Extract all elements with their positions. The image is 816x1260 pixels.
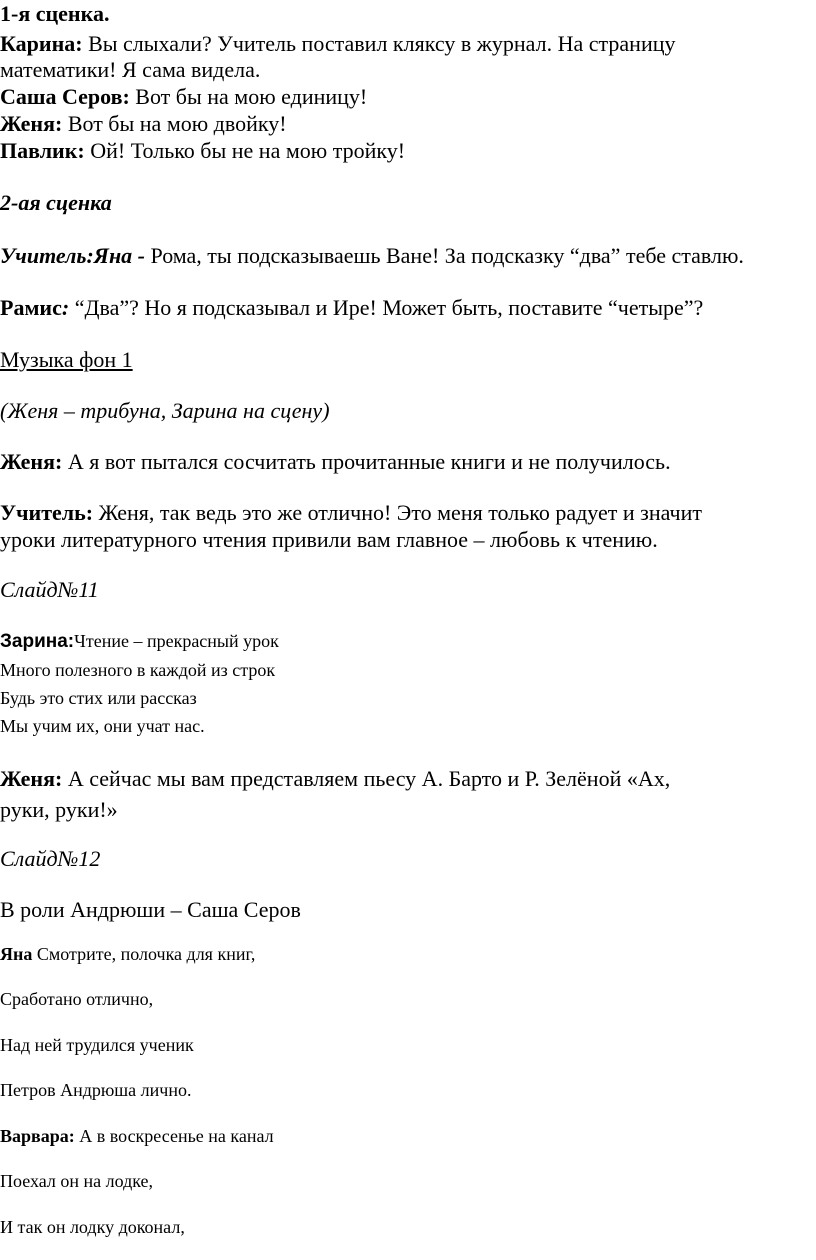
speaker-name: Женя: — [0, 449, 63, 474]
poem-text: А в воскресенье на канал — [74, 1126, 274, 1146]
zhenya-line — [0, 111, 287, 136]
teacher-line — [0, 243, 744, 268]
zhenya-line-3-continued: руки, руки!» — [0, 797, 118, 822]
speaker-name: Учитель:Яна - — [0, 243, 145, 268]
yana-poem-line-4: Петров Андрюша лично. — [0, 1080, 192, 1100]
speaker-name: Карина: — [0, 31, 83, 56]
speaker-name: Саша Серов: — [0, 84, 130, 109]
speech-text: Рома, ты подсказываешь Ване! За подсказку “два” тебе ставлю. — [145, 243, 744, 268]
varvara-poem-line-3: И так он лодку доконал, — [0, 1217, 185, 1237]
speech-text: Вы слыхали? Учитель поставил кляксу в журнал. На страницу — [82, 31, 676, 56]
role-line: В роли Андрюши – Саша Серов — [0, 897, 301, 922]
varvara-poem-line-1 — [0, 1125, 274, 1147]
speaker-name: Женя: — [0, 111, 63, 136]
ramis-line — [0, 295, 703, 320]
yana-poem-line-2: Сработано отлично, — [0, 989, 154, 1009]
zarina-poem-line-1 — [0, 630, 279, 653]
karina-line — [0, 31, 676, 56]
zarina-poem-line-3: Будь это стих или рассказ — [0, 688, 197, 708]
zarina-poem-line-2: Много полезного в каждой из строк — [0, 660, 276, 680]
speech-text: Вот бы на мою двойку! — [62, 111, 287, 136]
speaker-name: Варвара: — [0, 1126, 75, 1146]
scene1-heading: 1-я сценка. — [0, 1, 110, 26]
zhenya-line-3 — [0, 766, 670, 791]
speech-text: Женя, так ведь это же отлично! Это меня только радует и значит — [93, 500, 702, 525]
slide-11-label: Слайд№11 — [0, 577, 99, 602]
speech-text: А я вот пытался сосчитать прочитанные книги и не получилось. — [62, 449, 671, 474]
varvara-poem-line-2: Поехал он на лодке, — [0, 1171, 154, 1191]
zarina-poem-line-4: Мы учим их, они учат нас. — [0, 716, 205, 736]
karina-line-continued: математики! Я сама видела. — [0, 57, 261, 82]
music-note: Музыка фон 1 — [0, 347, 133, 372]
teacher-line-2-continued: уроки литературного чтения привили вам главное – любовь к чтению. — [0, 527, 658, 552]
poem-text: Смотрите, полочка для книг, — [32, 944, 256, 964]
poem-text: Чтение – прекрасный урок — [74, 631, 279, 651]
scene2-heading: 2-ая сценка — [0, 190, 112, 215]
speech-text: Ой! Только бы не на мою тройку! — [84, 138, 406, 163]
speaker-colon: : — [61, 295, 70, 320]
slide-12-label: Слайд№12 — [0, 846, 101, 871]
speech-text: Вот бы на мою единицу! — [129, 84, 368, 109]
zhenya-line-2 — [0, 449, 671, 474]
speaker-name: Учитель: — [0, 500, 94, 525]
speaker-name: Женя: — [0, 766, 63, 791]
speaker-name: Рамис — [0, 295, 62, 320]
yana-poem-line-1 — [0, 943, 255, 965]
yana-poem-line-3: Над ней трудился ученик — [0, 1035, 194, 1055]
speaker-name: Яна — [0, 944, 33, 964]
pavlik-line — [0, 138, 405, 163]
speech-text: А сейчас мы вам представляем пьесу А. Барто и Р. Зелёной «Ах, — [62, 766, 671, 791]
teacher-line-2 — [0, 500, 702, 525]
speech-text: “Два”? Но я подсказывал и Ире! Может быть, поставите “четыре”? — [69, 295, 704, 320]
stage-direction: (Женя – трибуна, Зарина на сцену) — [0, 398, 330, 423]
speaker-name: Павлик: — [0, 138, 85, 163]
sasha-line — [0, 84, 367, 109]
speaker-name: Зарина: — [0, 631, 75, 652]
